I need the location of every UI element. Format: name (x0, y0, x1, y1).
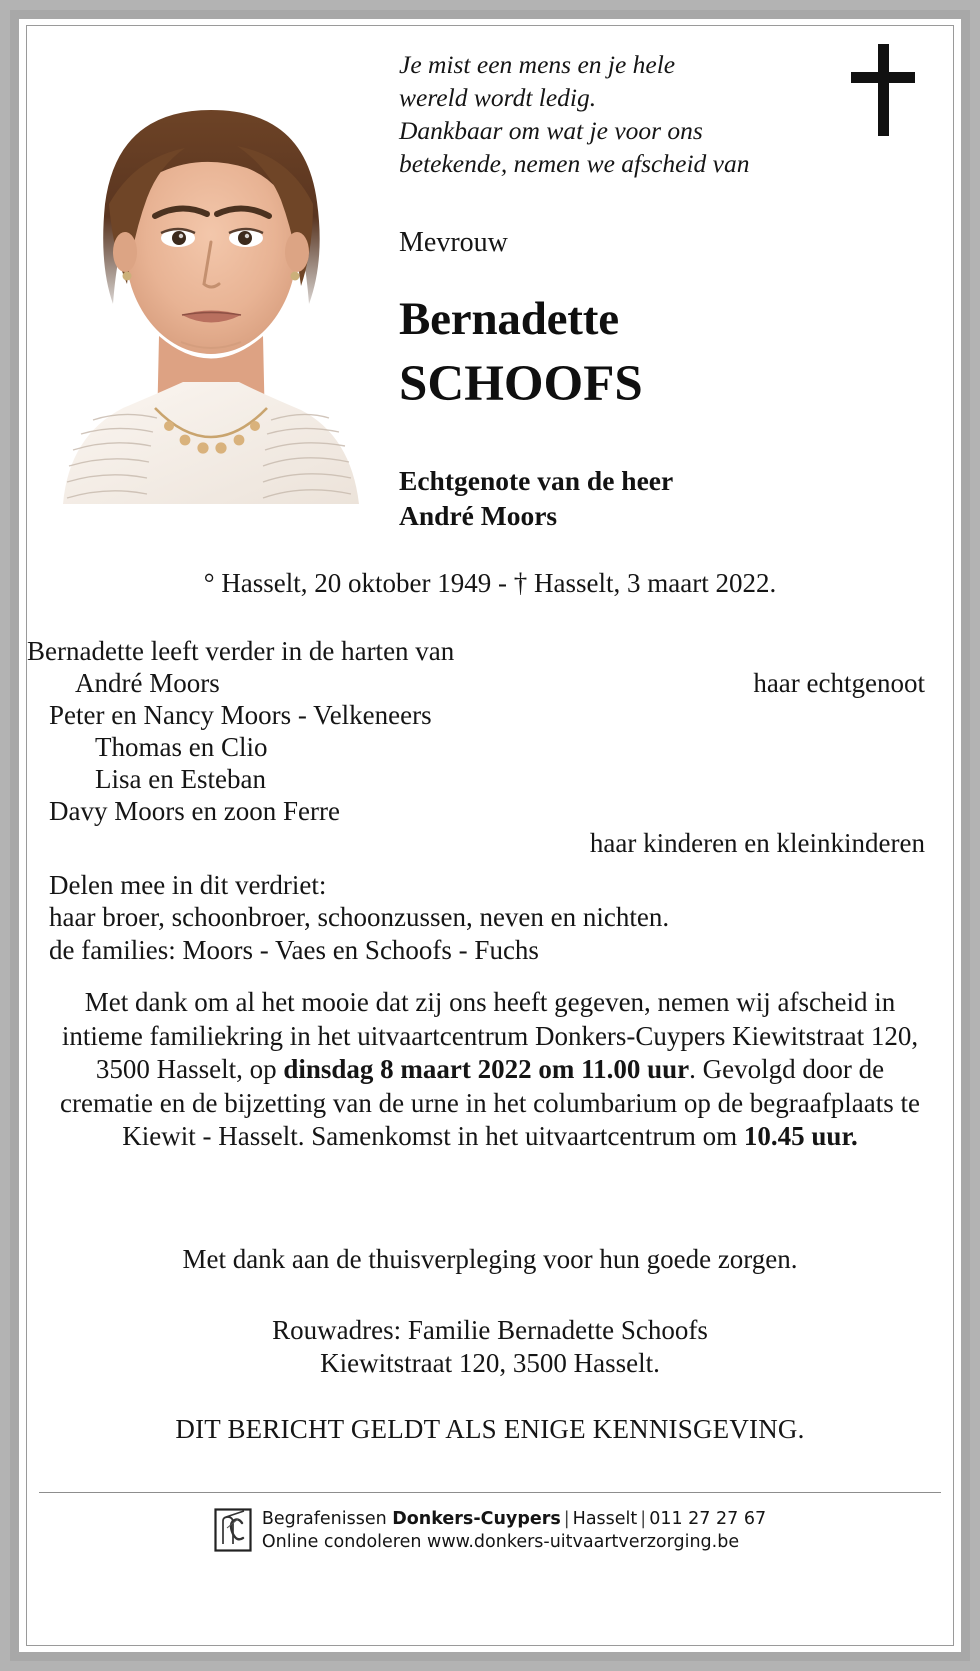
memorial-verse (399, 48, 839, 181)
footer-line-2 (262, 1531, 766, 1554)
mourning-address-line-2: Kiewitstraat 120, 3500 Hasselt. (320, 1348, 660, 1379)
family-member-name: Lisa en Esteban (95, 763, 266, 794)
footer-prefix: Begrafenissen (261, 1509, 393, 1529)
family-member-relation: haar echtgenoot (753, 667, 925, 698)
deceased-first-name: Bernadette (399, 293, 619, 345)
ceremony-paragraph (47, 986, 933, 1154)
footer-separator: | (563, 1509, 570, 1529)
grieving-families: de families: Moors - Vaes en Schoofs - Fuchs (49, 934, 539, 965)
verse-line: betekende, nemen we afscheid van (399, 149, 750, 179)
family-intro: Bernadette leeft verder in de harten van (27, 636, 455, 666)
deceased-last-name: SCHOOFS (399, 356, 643, 412)
spouse-info (399, 463, 919, 533)
family-member-name: André Moors (75, 667, 220, 698)
family-member-row (27, 796, 953, 828)
footer-city: Hasselt (572, 1509, 638, 1529)
verse-line: Dankbaar om wat je voor ons (399, 116, 703, 146)
sole-notification-statement: DIT BERICHT GELDT ALS ENIGE KENNISGEVING. (175, 1414, 805, 1444)
family-member-name: Peter en Nancy Moors - Velkeneers (49, 699, 432, 730)
family-member-name: Davy Moors en zoon Ferre (49, 795, 340, 826)
family-list (27, 636, 953, 860)
family-member-name: Thomas en Clio (95, 731, 268, 762)
latin-cross-icon (851, 44, 915, 136)
footer (27, 1508, 953, 1554)
verse-line: Je mist een mens en je hele (399, 50, 676, 79)
mourning-address (47, 1314, 933, 1381)
mourning-address-line-1: Rouwadres: Familie Bernadette Schoofs (272, 1315, 708, 1345)
birth-death-dates: ° Hasselt, 20 oktober 1949 - † Hasselt, 3 maart 2022. (203, 568, 777, 598)
ceremony-gathering-time: 10.45 uur. (743, 1121, 858, 1152)
spouse-name: André Moors (399, 500, 558, 532)
family-member-row (27, 764, 953, 796)
portrait-photo (51, 36, 371, 504)
footer-phone: 011 27 27 67 (649, 1509, 767, 1529)
ceremony-text-part-2: . Gevolgd door de crematie en de bijzetting van de urne in het columbarium op de begraafplaats te Kiewit - Hasselt. Samenkomst in het uitvaartcentrum om (60, 1054, 920, 1152)
grieving-section (49, 869, 939, 966)
family-member-row (27, 668, 953, 700)
ceremony-service-datetime: dinsdag 8 maart 2022 om 11.00 uur (283, 1054, 690, 1085)
ceremony-text-part-1: Met dank om al het mooie dat zij ons heeft gegeven, nemen wij afscheid in intieme familiekring in het uitvaartcentrum Donkers-Cuypers Kiewitstraat 120, 3500 Hasselt, op (61, 987, 919, 1085)
salutation: Mevrouw (399, 227, 508, 258)
spouse-label: Echtgenote van de heer (399, 465, 674, 496)
grieving-heading: Delen mee in dit verdriet: (49, 870, 327, 900)
footer-online-label: Online condoleren (261, 1532, 428, 1553)
footer-divider (39, 1492, 941, 1493)
footer-separator: | (640, 1509, 647, 1529)
family-member-row (27, 700, 953, 732)
family-member-row (27, 732, 953, 764)
footer-website[interactable]: www.donkers-uitvaartverzorging.be (427, 1532, 740, 1553)
footer-contact-info (262, 1508, 766, 1554)
thanks-note: Met dank aan de thuisverpleging voor hun goede zorgen. (182, 1244, 798, 1274)
card-sheet (27, 26, 953, 1645)
children-relation: haar kinderen en kleinkinderen (589, 827, 925, 858)
verse-line: wereld wordt ledig. (399, 83, 597, 113)
footer-line-1 (262, 1508, 766, 1531)
funeral-home-logo-icon (214, 1508, 252, 1552)
footer-company-name: Donkers-Cuypers (392, 1509, 561, 1529)
grieving-relatives: haar broer, schoonbroer, schoonzussen, neven en nichten. (49, 902, 670, 933)
header-section (27, 26, 953, 532)
